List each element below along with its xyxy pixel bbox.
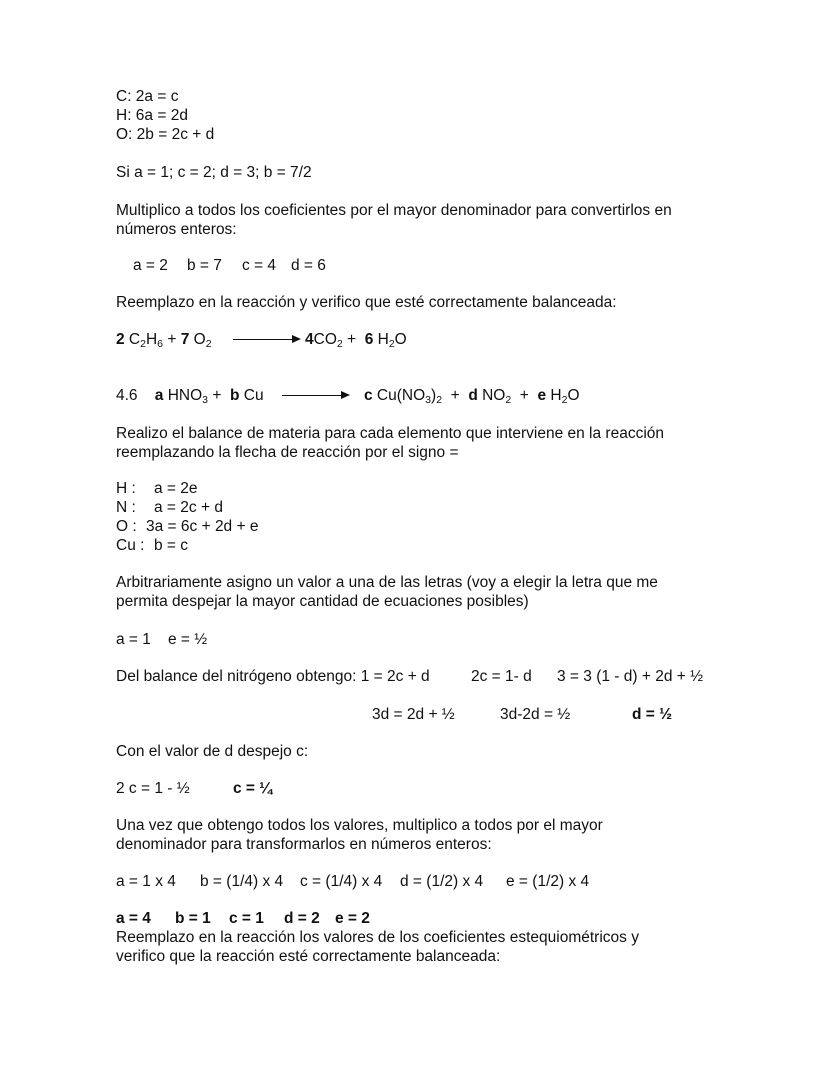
nitrogeno-eq5: 3d-2d = ½ bbox=[500, 706, 571, 723]
realizo-line-1: Realizo el balance de materia para cada elemento que interviene en la reacción bbox=[116, 425, 665, 442]
arbitrario-line-2: permita despejar la mayor cantidad de ecuaciones posibles) bbox=[116, 593, 529, 610]
final-b: b = 1 bbox=[175, 910, 211, 927]
nitrogeno-eq2: 2c = 1- d bbox=[471, 668, 532, 685]
reemplazo-line: Reemplazo en la reacción y verifico que esté correctamente balanceada: bbox=[116, 294, 617, 311]
reaction-1-right: $4CO_2 + 6$ $H_2O$ bbox=[305, 331, 407, 350]
coef-c: c bbox=[364, 387, 373, 404]
mult-d: d = (1/2) x 4 bbox=[400, 873, 484, 890]
mult-a: a = 1 x 4 bbox=[116, 873, 176, 890]
valor-c: c = 4 bbox=[242, 257, 277, 274]
mult-b: b = (1/4) x 4 bbox=[200, 873, 284, 890]
balance-carbon: C: 2a = c bbox=[116, 88, 179, 105]
balance-oxygen: O: 2b = 2c + d bbox=[116, 126, 215, 143]
final-c: c = 1 bbox=[229, 910, 264, 927]
coef-c2h6: 2 bbox=[116, 331, 125, 348]
balance2-o-label: O : bbox=[116, 518, 137, 535]
asignacion-e: e = ½ bbox=[168, 631, 208, 648]
valor-a: a = 2 bbox=[133, 257, 168, 274]
realizo-line-2: reemplazando la flecha de reacción por el signo = bbox=[116, 444, 459, 461]
balance2-h-label: H : bbox=[116, 480, 136, 497]
coef-o2: 7 bbox=[180, 331, 190, 348]
valor-b: b = 7 bbox=[187, 257, 222, 274]
nitrogeno-eq3: 3 = 3 (1 - d) + 2d + ½ bbox=[557, 668, 704, 685]
reemplazo2-line-2: verifico que la reacción esté correctamente balanceada: bbox=[116, 948, 501, 965]
coef-e: e bbox=[537, 387, 547, 404]
nitrogeno-result: d = ½ bbox=[632, 706, 673, 723]
balance2-cu-eq: b = c bbox=[154, 537, 189, 554]
reaction-1-arrow bbox=[233, 334, 301, 346]
arbitrario-line-1: Arbitrariamente asigno un valor a una de las letras (voy a elegir la letra que me bbox=[116, 574, 658, 591]
final-a: a = 4 bbox=[116, 910, 151, 927]
mult-e: e = (1/2) x 4 bbox=[506, 873, 590, 890]
con-valor-line: Con el valor de d despejo c: bbox=[116, 743, 309, 760]
balance-hydrogen: H: 6a = 2d bbox=[116, 107, 188, 124]
si-line: Si a = 1; c = 2; d = 3; b = 7/2 bbox=[116, 164, 312, 181]
asignacion-a: a = 1 bbox=[116, 631, 151, 648]
nitrogeno-eq4: 3d = 2d + ½ bbox=[372, 706, 455, 723]
coef-a: a bbox=[154, 387, 164, 404]
balance2-n-label: N : bbox=[116, 499, 136, 516]
mult-c: c = (1/4) x 4 bbox=[300, 873, 383, 890]
coef-b: b bbox=[230, 387, 240, 404]
valor-d: d = 6 bbox=[291, 257, 326, 274]
reaction-2-arrow bbox=[282, 390, 350, 402]
final-d: d = 2 bbox=[284, 910, 320, 927]
balance2-h-eq: a = 2e bbox=[154, 480, 198, 497]
reaction-2-right: c $Cu(NO_3)_2 + d$ $NO_2 + e$ $H_2O$ bbox=[364, 387, 580, 406]
nitrogeno-intro: Del balance del nitrógeno obtengo: 1 = 2c + d bbox=[116, 668, 430, 685]
balance2-o-eq: 3a = 6c + 2d + e bbox=[146, 518, 259, 535]
multiplico-line-1: Multiplico a todos los coeficientes por el mayor denominador para convertirlos en bbox=[116, 202, 672, 219]
despejo-c-result: c = ¼ bbox=[233, 780, 273, 797]
multiplico-line-2: números enteros: bbox=[116, 221, 237, 238]
balance2-n-eq: a = 2c + d bbox=[154, 499, 223, 516]
problem-number: 4.6 bbox=[116, 387, 138, 404]
coef-co2: 4 bbox=[305, 331, 314, 348]
una-vez-line-2: denominador para transformarlos en números enteros: bbox=[116, 836, 492, 853]
coef-h2o: 6 bbox=[364, 331, 374, 348]
reaction-2-left: 4.6 a $HNO_3 + b$ Cu bbox=[116, 387, 264, 406]
coef-d: d bbox=[468, 387, 478, 404]
despejo-c-eq: 2 c = 1 - ½ bbox=[116, 780, 190, 797]
final-e: e = 2 bbox=[335, 910, 370, 927]
reemplazo2-line-1: Reemplazo en la reacción los valores de los coeficientes estequiométricos y bbox=[116, 929, 639, 946]
balance2-cu-label: Cu : bbox=[116, 537, 145, 554]
una-vez-line-1: Una vez que obtengo todos los valores, multiplico a todos por el mayor bbox=[116, 817, 603, 834]
reaction-1-left: 2 $C_2H_6 + 7$ $O_2$ bbox=[116, 331, 212, 350]
